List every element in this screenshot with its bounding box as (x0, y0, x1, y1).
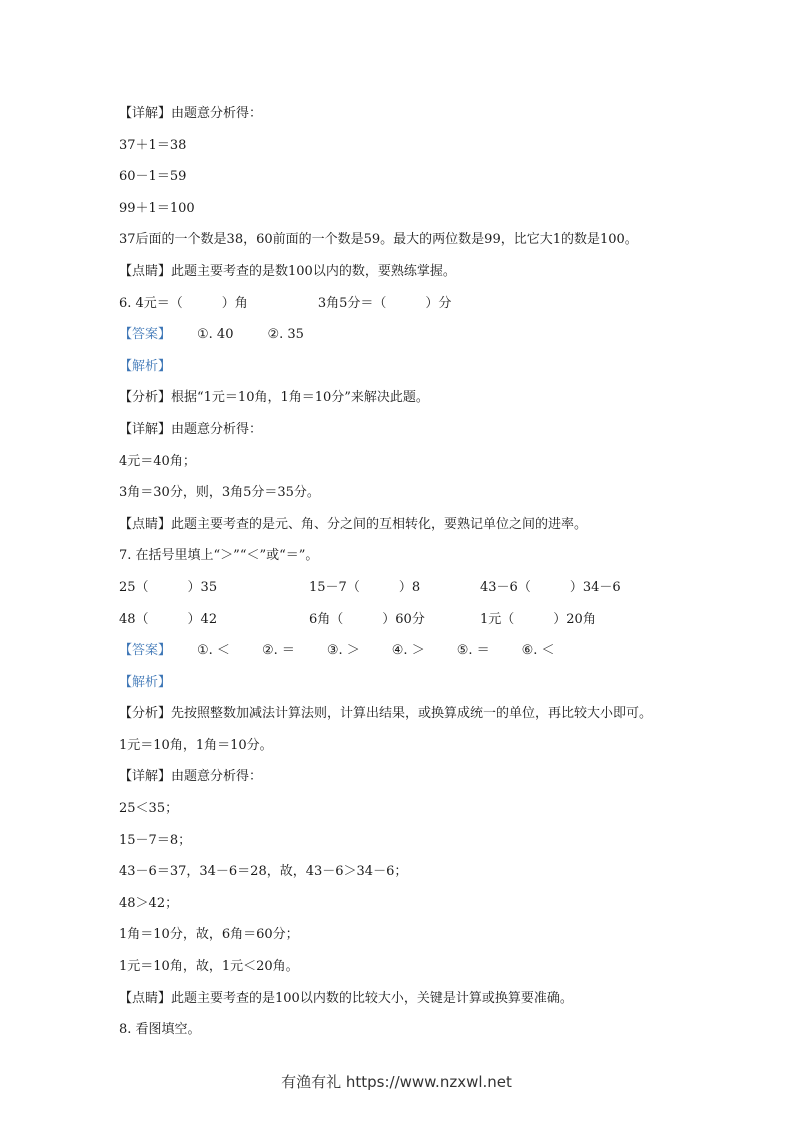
q7-answer-row (119, 640, 699, 672)
answer-item: ④. ＞ (391, 643, 425, 659)
explanation-line: 37后面的一个数是38，60前面的一个数是59。最大的两位数是99，比它大1的数是100。 (119, 232, 638, 248)
analysis-label: 【解析】 (119, 358, 172, 374)
footer-watermark: 有渔有礼 https://www.nzxwl.net (281, 1073, 512, 1091)
q7-row-2 (119, 609, 699, 641)
q7-prompt: 7. 在括号里填上“＞”“＜”或“＝”。 (119, 548, 319, 564)
q6-answer-row (119, 324, 699, 356)
equation-line: 60－1＝59 (119, 169, 187, 185)
comment-line: 【点睛】此题主要考查的是100以内数的比较大小，关键是计算或换算要准确。 (119, 990, 573, 1006)
equation-line: 48＞42； (119, 895, 179, 911)
q7-row-1 (119, 577, 699, 609)
detail-line: 【详解】由题意分析得： (119, 769, 263, 785)
analysis-line: 【分析】先按照整数加减法计算法则，计算出结果，或换算成统一的单位，再比较大小即可。 (119, 706, 653, 722)
answer-label: 【答案】 (119, 643, 172, 659)
q6-prompt-b: 3角5分＝（ ）分 (317, 295, 452, 311)
equation-line: 37＋1＝38 (119, 137, 187, 153)
analysis-line: 【分析】根据“1元＝10角，1角＝10分”来解决此题。 (119, 390, 429, 406)
q6-prompt-a: 6. 4元＝（ ）角 (119, 295, 248, 311)
analysis-label: 【解析】 (119, 674, 172, 690)
q7-blank-item: 25（ ）35 (119, 579, 218, 595)
q7-blank-item: 1元（ ）20角 (480, 611, 596, 627)
equation-line: 43－6＝37，34－6＝28，故，43－6＞34－6； (119, 864, 408, 880)
answer-item: ①. ＜ (197, 643, 230, 659)
q7-blank-item: 43－6（ ）34－6 (480, 579, 621, 595)
equation-line: 25＜35； (119, 801, 179, 817)
answer-item: ②. ＝ (261, 643, 295, 659)
equation-line: 1元＝10角，故，1元＜20角。 (119, 959, 299, 975)
equation-line: 99＋1＝100 (119, 200, 195, 216)
equation-line: 3角＝30分，则，3角5分＝35分。 (119, 485, 320, 501)
document-body (119, 103, 699, 1051)
analysis-line: 1元＝10角，1角＝10分。 (119, 737, 273, 753)
q7-blank-item: 6角（ ）60分 (309, 611, 425, 627)
detail-line: 【详解】由题意分析得： (119, 106, 263, 121)
answer-item: ③. ＞ (326, 643, 360, 659)
answer-item: ①. 40 (197, 327, 234, 343)
q7-blank-item: 48（ ）42 (119, 611, 218, 627)
comment-line: 【点睛】此题主要考查的是数100以内的数，要熟练掌握。 (119, 263, 456, 279)
answer-item: ⑤. ＝ (456, 643, 490, 659)
detail-line: 【详解】由题意分析得： (119, 421, 263, 437)
q8-prompt: 8. 看图填空。 (119, 1022, 201, 1038)
answer-item: ⑥. ＜ (521, 643, 555, 659)
equation-line: 15－7＝8； (119, 832, 192, 848)
answer-item: ②. 35 (267, 327, 304, 343)
q7-blank-item: 15－7（ ）8 (309, 579, 421, 595)
equation-line: 4元＝40角； (119, 453, 196, 469)
comment-line: 【点睛】此题主要考查的是元、角、分之间的互相转化，要熟记单位之间的进率。 (119, 516, 588, 532)
equation-line: 1角＝10分，故，6角＝60分； (119, 927, 299, 943)
answer-label: 【答案】 (119, 327, 172, 343)
q6-prompt (119, 293, 699, 325)
